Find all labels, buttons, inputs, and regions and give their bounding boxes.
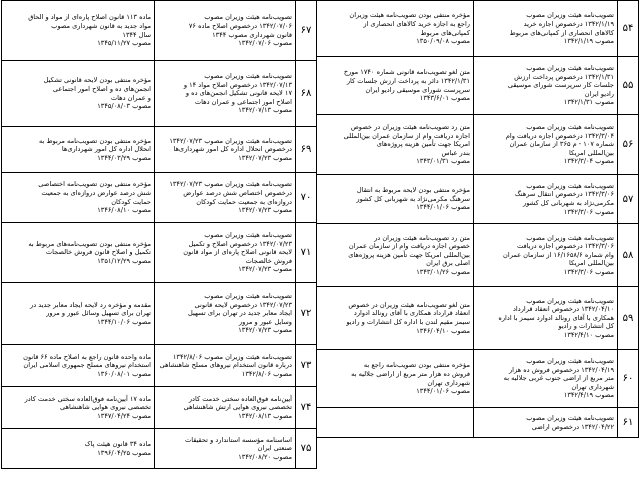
- row-number: ۵۸: [618, 224, 639, 287]
- table-row: [2, 127, 317, 173]
- enactment-title: تصویب‌نامه هیئت وزیران مصوب ۱۳۴۲/۰۷/۲۳ درخصوص انحلال اداره کل امور شهرداری‌ها مصوب ۱۳۴۲/۰۷/۲۳: [155, 127, 296, 173]
- table-row: [2, 345, 317, 387]
- enactment-title: تصویب‌نامه هیئت وزیران مصوب ۱۳۴۲/۰۴/۲۲ درخصوص اراضی: [474, 408, 618, 438]
- row-number: ۷۳: [296, 345, 317, 387]
- enactment-title: تصویب‌نامه هیئت وزیران مصوب ۱۳۴۲/۱/۳۱ درخصوص پرداخت ارزش جلسات کار سرپرست شورای موسیقی رادیو ایران مصوب ۱۳۴۲/۱/۳۱: [474, 57, 618, 115]
- enactment-title: تصویب‌نامه هیئت وزیران مصوب ۱۳۴۲/۸/۰۶ درباره قانون استخدام نیروهای مسلح شاهنشاهی مصوب ۱۳۴۲/۸/۰۶: [155, 345, 296, 387]
- enactment-title: تصویب‌نامه هیئت وزیران مصوب ۱۳۴۲/۰۷/۰۶ درخصوص اصلاح ماده ۷۶ قانون شهرداری مصوب ۱۳۴۴ مصوب ۱۳۴۲/۰۷/۰۶: [155, 1, 296, 61]
- row-number: ۵۴: [618, 1, 639, 57]
- row-number: ۶۰: [618, 350, 639, 408]
- status-note: مؤخره منتفی بودن تصویب‌نامه‌های مربوط به تکمیل و اصلاح قانون فروش خالصجات مصوب ۱۳۵۱/۱۲/۲۹: [2, 223, 155, 283]
- status-note: مؤخره منتفی بودن تصویب‌نامه هیئت وزیران راجع به اجازه خرید کالاهای انحصاری از کمپانی‌های مربوط مصوب ۱۳۵۰/۰۹/۰۸: [317, 1, 474, 57]
- enactment-title: تصویب‌نامه هیئت وزیران مصوب ۱۳۴۲/۰۷/۲۳ درخصوص اصلاح و تکمیل لایحه قانونی اصلاح پاره‌ای از مواد قانون فروش خالصجات مصوب ۱۳۴۲/۰۷/۲۳: [155, 223, 296, 283]
- table-row: [317, 57, 639, 115]
- status-note: متن لغو تصویب‌نامه قانونی شماره ۱۷۴۰ مورخ ۱۳۴۲/۱/۳۱ دائر به پرداخت ارزش جلسات کار سرپرست شورای موسیقی رادیو ایران مصوب ۱۳۴۳/۶/۰۱: [317, 57, 474, 115]
- status-note: ماده ۳۴ قانون هیئت پاک مصوب ۱۳۹۶/۰۴/۲۵: [2, 429, 155, 469]
- left-law-table: [1, 0, 317, 469]
- table-row: [317, 408, 639, 438]
- status-note: مقدمه و مؤخره رد لایحه ایجاد معابر جدید در تهران برای تسهیل وسائل عبور و مرور مصوب ۱۳۴۴/۱۰/۰۶: [2, 283, 155, 345]
- enactment-title: آیین‌نامه فوق‌العاده سختی خدمت کادر تخصصی نیروی هوایی ارتش شاهنشاهی مصوب ۱۳۴۲/۰۸/۱۳: [155, 387, 296, 429]
- row-number: ۷۴: [296, 387, 317, 429]
- status-note: متن لغو تصویب‌نامه هیئت وزیران در خصوص انعقاد قرارداد همکاری با آقای رونالد ادوارد سیمز مقیم لندن با اداره کل انتشارات و رادیو مصوب ۱۳۴۶/۰۴/۱۰: [317, 287, 474, 350]
- enactment-title: تصویب‌نامه هیئت وزیران مصوب ۱۳۴۲/۰۷/۲۳ درخصوص اختصاص شش درصد عوارض دروازه‌ای به جمعیت حمایت کودکان مصوب ۱۳۴۲/۰۷/۲۳: [155, 173, 296, 223]
- status-note: [317, 408, 474, 438]
- status-note: ماده ۱۷ آیین‌نامه فوق‌العاده سختی خدمت کادر تخصصی نیروی هوایی شاهنشاهی مصوب ۱۳۴۷/۰۴/۲۴: [2, 387, 155, 429]
- row-number: ۶۷: [296, 1, 317, 61]
- enactment-title: تصویب‌نامه هیئت وزیران مصوب ۱۳۴۲/۳/۰۶ درخصوص اجازه دریافت وام شماره ۱۶/۱۶۵۸/۶ از سازمان عمران بین‌المللی امریکا مصوب ۱۳۴۲/۳/۰۶: [474, 224, 618, 287]
- row-number: ۶۸: [296, 61, 317, 127]
- status-note: متن رد تصویب‌نامه هیئت وزیران در خصوص اجازه دریافت وام از سازمان عمران بین‌المللی امریکا جهت تأمین هزینه پروژه‌های اصلی برق ایران مصوب ۱۳۴۳/۰۱/۲۶: [317, 224, 474, 287]
- row-number: ۷۲: [296, 283, 317, 345]
- table-row: [2, 387, 317, 429]
- status-note: مؤخره منتفی بودن لایحه مربوط به انتقال سرهنگ مکرمی‌نژاد به شهربانی کل کشور مصوب ۱۳۴۴/۰۱/۰۶: [317, 175, 474, 224]
- row-number: ۵۶: [618, 115, 639, 175]
- table-row: [317, 287, 639, 350]
- row-number: ۷۰: [296, 173, 317, 223]
- right-law-table: [316, 0, 639, 438]
- enactment-title: تصویب‌نامه هیئت وزیران مصوب ۱۳۴۲/۰۴/۱۰ درخصوص انعقاد قرارداد همکاری با آقای رونالد ادوارد سیمز با اداره کل انتشارات و رادیو مصوب ۱۳۴۲/۴/۱۰: [474, 287, 618, 350]
- table-row: [317, 115, 639, 175]
- enactment-title: اساسنامه مؤسسه استاندارد و تحقیقات صنعتی ایران مصوب ۱۳۴۲/۰۸/۲۰: [155, 429, 296, 469]
- row-number: ۷۱: [296, 223, 317, 283]
- table-row: [2, 61, 317, 127]
- enactment-title: تصویب‌نامه هیئت وزیران مصوب ۱۳۴۲/۱/۱۹ درخصوص اجازه خرید کالاهای انحصاری از کمپانی‌های مربوط مصوب ۱۳۴۲/۱/۱۹: [474, 1, 618, 57]
- status-note: ماده واحده قانون راجع به اصلاح ماده ۶۶ قانون استخدام نیروهای مسلح جمهوری اسلامی ایران مصوب ۱۳۶۰/۰۸/۰۱: [2, 345, 155, 387]
- enactment-title: تصویب‌نامه هیئت وزیران مصوب ۱۳۴۲/۰۴/۱۹ درخصوص فروش ده هزار متر مربع از اراضی جنوب غربی جلالیه به شهرداری تهران مصوب ۱۳۴۲/۴/۱۹: [474, 350, 618, 408]
- enactment-title: تصویب‌نامه هیئت وزیران مصوب ۱۳۴۲/۰۷/۲۳ درخصوص لایحه قانونی ایجاد معابر جدید در تهران برای تسهیل وسایل عبور و مرور مصوب ۱۳۴۲/۰۷/۲۳: [155, 283, 296, 345]
- table-row: [2, 283, 317, 345]
- row-number: ۶۹: [296, 127, 317, 173]
- enactment-title: تصویب‌نامه هیئت وزیران مصوب ۱۳۴۲/۳/۰۴ درخصوص اجازه دریافت وام شماره ۱۰۷ - م ۳۶۵ از سازمان عمران بین‌المللی امریکا مصوب ۱۳۴۲/۳/۰۴: [474, 115, 618, 175]
- status-note: مؤخره منتفی بودن تصویب‌نامه اختصاصی شش درصد عوارض دروازه‌ای به جمعیت حمایت کودکان مصوب ۱۳۴۶/۰۸/۱۰: [2, 173, 155, 223]
- enactment-title: تصویب‌نامه هیئت وزیران مصوب ۱۳۴۲/۳/۰۶ درخصوص انتقال سرهنگ مکرمی‌نژاد به شهربانی کل کشور مصوب ۱۳۴۲/۳/۰۶: [474, 175, 618, 224]
- row-number: ۵۵: [618, 57, 639, 115]
- status-note: مؤخره منتفی بودن تصویب‌نامه مربوط به انحلال اداره کل امور شهرداری‌ها مصوب ۱۳۴۴/۰۳/۲۹: [2, 127, 155, 173]
- enactment-title: تصویب‌نامه هیئت وزیران مصوب ۱۳۴۲/۰۷/۱۳ درخصوص اصلاح مواد ۱۴ و ۱۷ لایحه قانونی تشکیل انجمن‌های ده و اصلاح امور اجتماعی و عمران دهات مصوب ۱۳۴۲/۰۷/۱۳: [155, 61, 296, 127]
- status-note: مؤخره منتفی بودن تصویب‌نامه راجع به فروش ده هزار متر مربع از اراضی جلالیه به شهرداری تهران مصوب ۱۳۴۴/۰۱/۰۶: [317, 350, 474, 408]
- table-row: [317, 175, 639, 224]
- table-row: [2, 173, 317, 223]
- status-note: مؤخره منتفی بودن لایحه قانونی تشکیل انجمن‌های ده و اصلاح امور اجتماعی و عمران دهات مصوب ۱۳۴۵/۰۸/۰۳: [2, 61, 155, 127]
- table-row: [2, 429, 317, 469]
- table-row: [2, 223, 317, 283]
- row-number: ۶۱: [618, 408, 639, 438]
- row-number: ۷۵: [296, 429, 317, 469]
- table-row: [317, 350, 639, 408]
- row-number: ۵۹: [618, 287, 639, 350]
- table-row: [2, 1, 317, 61]
- status-note: ماده ۱۱۳ قانون اصلاح پاره‌ای از مواد و الحاق مواد جدید به قانون شهرداری مصوب سال ۱۳۴۴ مصوب ۱۳۴۵/۱۱/۲۷: [2, 1, 155, 61]
- table-row: [317, 224, 639, 287]
- row-number: ۵۷: [618, 175, 639, 224]
- table-row: [317, 1, 639, 57]
- status-note: متن رد تصویب‌نامه هیئت وزیران در خصوص اجازه دریافت وام از سازمان عمران بین‌المللی امریکا جهت تأمین هزینه پروژه‌های بندر عباس مصوب ۱۳۴۳/۰۱/۳۱: [317, 115, 474, 175]
